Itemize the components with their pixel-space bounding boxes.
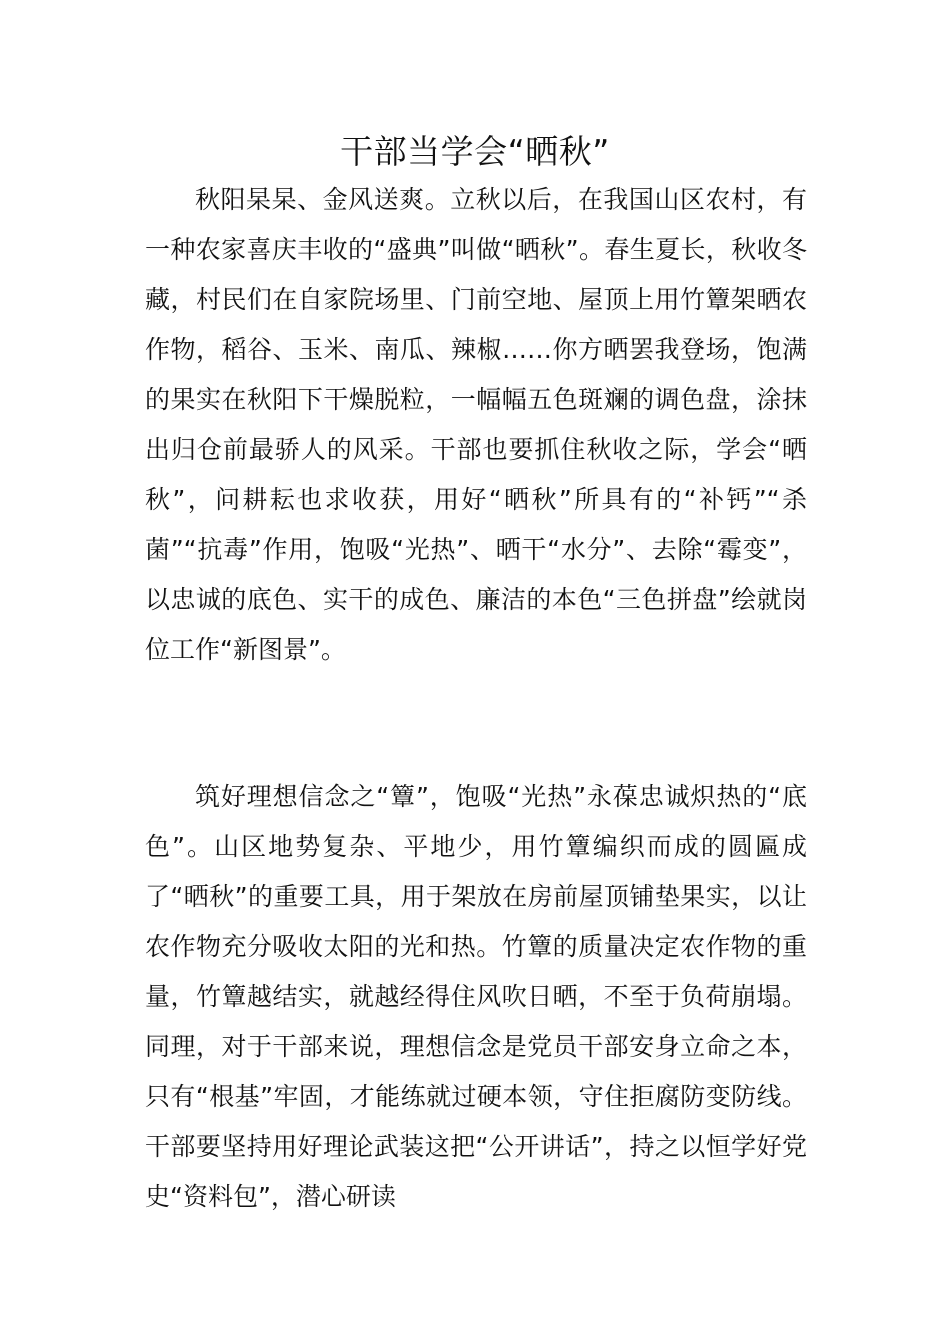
paragraph-1: 秋阳杲杲、金风送爽。立秋以后，在我国山区农村，有一种农家喜庆丰收的“盛典”叫做“晒秋”。春生夏长，秋收冬藏，村民们在自家院场里、门前空地、屋顶上用竹簟架晒农作物，稻谷、玉米、南瓜、辣椒……你方晒罢我登场，饱满的果实在秋阳下干燥脱粒，一幅幅五色斑斓的调色盘，涂抹出归仓前最骄人的风采。干部也要抓住秋收之际，学会“晒秋”，问耕耘也求收获，用好“晒秋”所具有的“补钙”“杀菌”“抗毒”作用，饱吸“光热”、晒干“水分”、去除“霉变”，以忠诚的底色、实干的成色、廉洁的本色“三色拼盘”绘就岗位工作“新图景”。 (145, 185, 807, 664)
document-title: 干部当学会“晒秋” (340, 132, 610, 171)
paragraph-2: 筑好理想信念之“簟”，饱吸“光热”永葆忠诚炽热的“底色”。山区地势复杂、平地少，用竹簟编织而成的圆匾成了“晒秋”的重要工具，用于架放在房前屋顶铺垫果实，以让农作物充分吸收太阳的光和热。竹簟的质量决定农作物的重量，竹簟越结实，就越经得住风吹日晒，不至于负荷崩塌。同理，对于干部来说，理想信念是党员干部安身立命之本，只有“根基”牢固，才能练就过硬本领，守住拒腐防变防线。干部要坚持用好理论武装这把“公开讲话”，持之以恒学好党史“资料包”，潜心研读 (145, 782, 807, 1211)
